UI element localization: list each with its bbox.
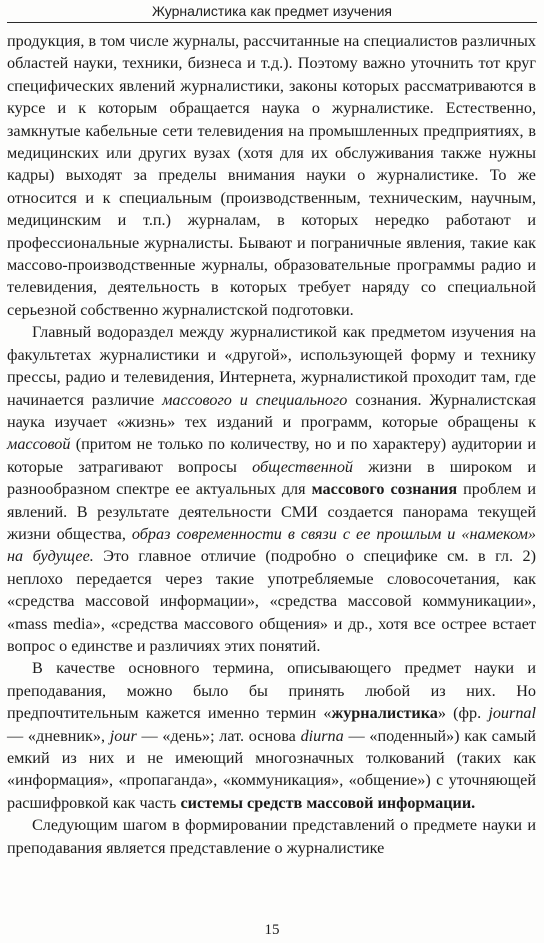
italic-text-run: общественной	[252, 457, 354, 476]
header-rule	[7, 22, 537, 23]
text-run: — «день»; лат. основа	[136, 726, 301, 745]
text-run: Это главное отличие (подробно о специфике см. в гл. 2) неплохо передается через такие употребляемые словосочетания, как «средства массовой информации», «средства массовой коммуникации», «mass media», «средства массового общения» и др., хотя все острее встает вопрос о единстве и различиях этих понятий.	[7, 547, 536, 655]
italic-text-run: diurna	[300, 726, 344, 745]
italic-text-run: массовой	[7, 435, 71, 454]
bold-text-run: журналистика	[331, 704, 438, 723]
text-run: — «поденный») как самый емкий из них и не имеющий многозначных толкований (таких как «информация», «пропаганда», «коммуникация», «общение») с уточняющей расшифровкой как часть	[7, 726, 537, 812]
text-run: » (фр.	[437, 704, 489, 723]
text-run: В качестве основного термина, описывающего предмет науки и преподавания, можно было бы принять любой из них. Но предпочтительным кажется именно термин «	[7, 659, 536, 723]
paragraph	[7, 657, 536, 814]
text-run: Главный водораздел между журналистикой как предметом изучения на факультетах журналистики и «другой», использующей форму и технику прессы, радио и телевидения, Интернета, журналистикой проходит там, где начинается различие	[7, 323, 536, 409]
running-head: Журналистика как предмет изучения	[151, 3, 393, 19]
paragraph	[7, 814, 536, 859]
paragraph	[7, 321, 536, 657]
text-run: (притом не только по количеству, но и по характеру) аудитории и которые затрагивают вопросы	[7, 435, 536, 476]
text-run: проблем и явлений. В результате деятельности СМИ создается панорама текущей жизни общества,	[7, 480, 537, 543]
text-run: продукция, в том числе журналы, рассчитанные на специалистов различных областей науки, техники, бизнеса и т.д.). Поэтому важно уточнить тот круг специфических явлений журналистики, законы которых рассматриваются в курсе и к которым обращается наука о журналистике. Естественно, замкнутые кабельные сети телевидения на промышленных предприятиях, в медицинских или других вузах (хотя для их обслуживания также нужны кадры) выходят за пределы внимания науки о журналистике. То же относится и к специальным (производственным, техническим, научным, медицинским и т.п.) журналам, в которых нередко работают и профессиональные журналисты. Бывают и пограничные явления, такие как массово-производственные журналы, образовательные программы радио и телевидения, деятельность в которых требует наряду со специальной серьезной собственно журналистской подготовки.	[7, 32, 536, 319]
italic-text-run: образ современности в связи с ее прошлым и «намеком» на будущее.	[7, 524, 536, 566]
italic-text-run: jour	[109, 726, 137, 745]
bold-text-run: системы средств массовой информации.	[180, 793, 476, 812]
text-run: сознания. Журналистская наука изучает «жизнь» тех изданий и программ, которые обращены к	[7, 390, 536, 431]
body-text	[7, 30, 536, 859]
bold-text-run: массового сознания	[311, 480, 458, 499]
page-number: 15	[264, 922, 280, 938]
italic-text-run: массового и специального	[162, 390, 348, 409]
text-run: — «дневник»,	[7, 726, 110, 745]
paragraph	[7, 30, 536, 321]
text-run: жизни в широком и разнообразном спектре ее актуальных для	[7, 457, 536, 499]
italic-text-run: journal	[488, 704, 536, 723]
text-run: Следующим шагом в формировании представлений о предмете науки и преподавания является представление о журналистике	[7, 816, 536, 857]
